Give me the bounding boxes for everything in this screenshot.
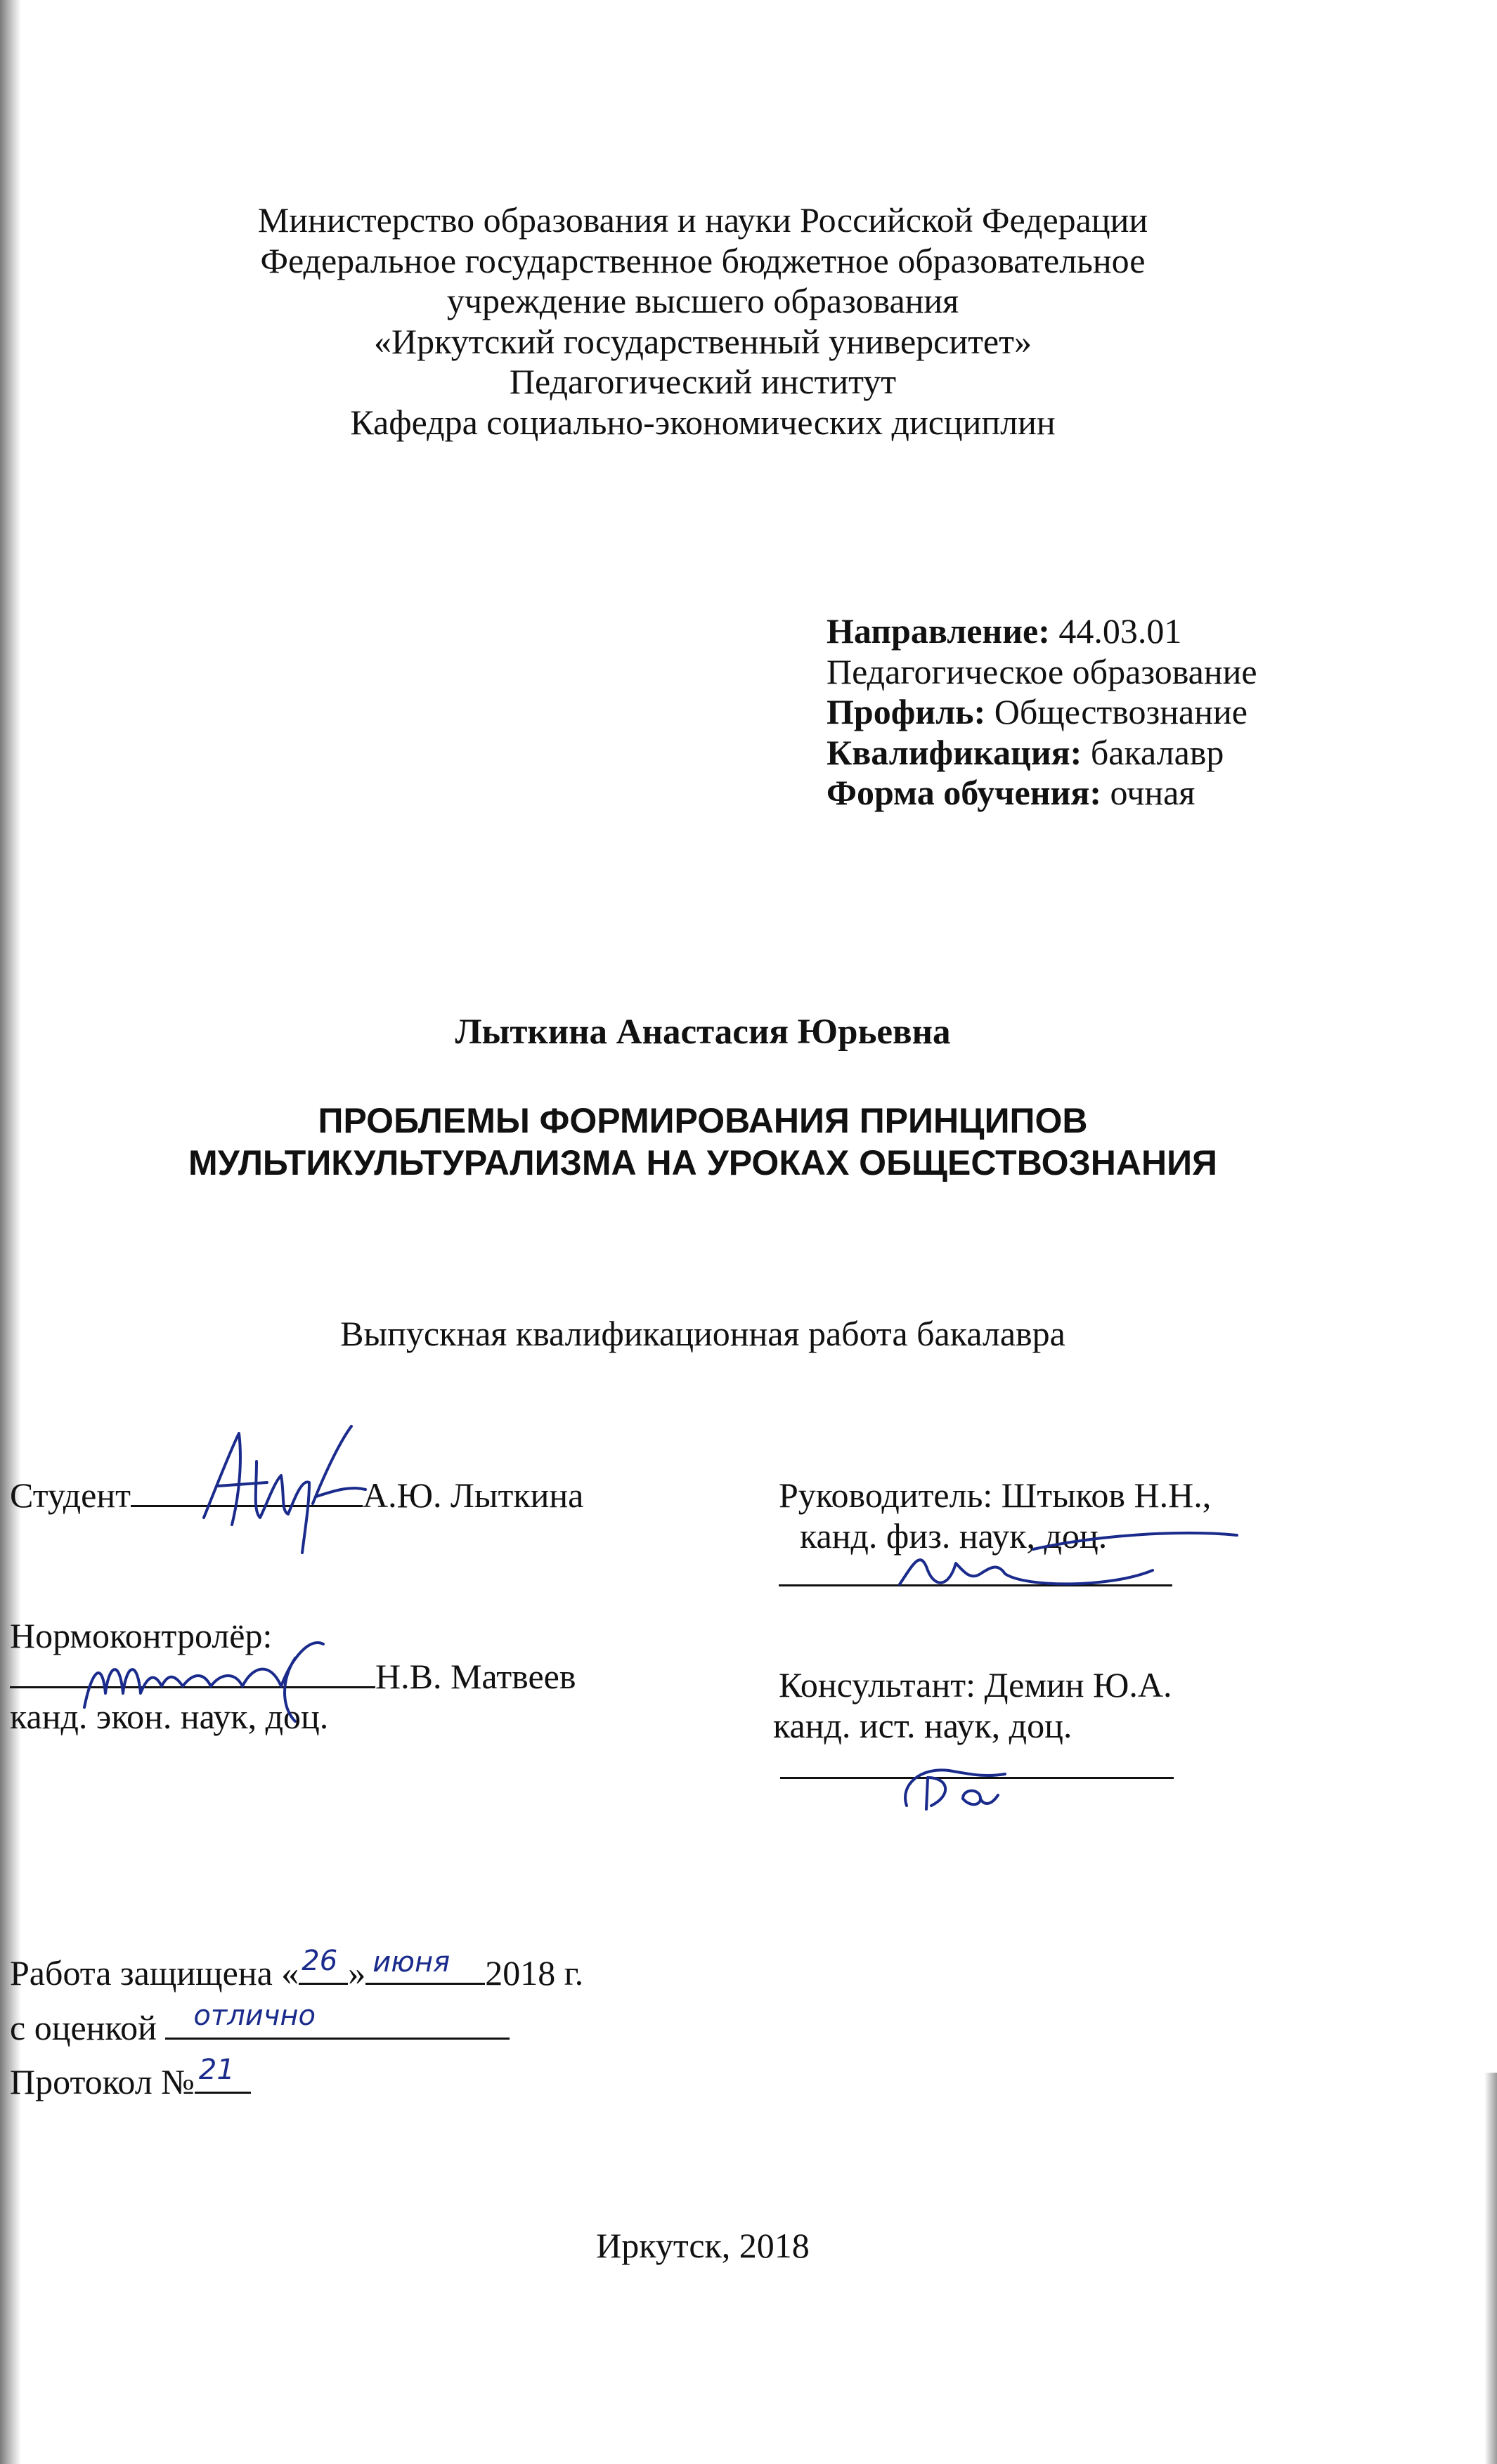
institution-header	[0, 200, 1406, 443]
grade-row	[10, 2000, 510, 2049]
study-form-label: Форма обучения:	[827, 773, 1102, 812]
study-form-value: очная	[1110, 773, 1195, 812]
institution-level-line: учреждение высшего образования	[446, 281, 959, 320]
supervisor-block	[779, 1475, 1211, 1586]
grade-value: отлично	[193, 2000, 316, 2032]
normcontrol-signature-line	[10, 1658, 375, 1688]
institute-name: Педагогический институт	[509, 362, 897, 401]
student-label: Студент	[10, 1475, 131, 1515]
consultant-label: Консультант: Демин Ю.А.	[779, 1665, 1172, 1704]
protocol-label: Протокол №	[10, 2062, 195, 2101]
grade-label: с оценкой	[10, 2008, 157, 2047]
normcontrol-degree: канд. экон. наук, доц.	[10, 1697, 329, 1736]
protocol-row	[10, 2054, 251, 2103]
defense-month: июня	[372, 1946, 451, 1979]
thesis-title	[0, 1100, 1406, 1184]
student-signature-line	[131, 1477, 363, 1507]
defense-year: 2018 г.	[485, 1953, 584, 1993]
title-line-1: ПРОБЛЕМЫ ФОРМИРОВАНИЯ ПРИНЦИПОВ	[318, 1101, 1088, 1140]
normcontrol-block	[10, 1616, 576, 1738]
normcontrol-name: Н.В. Матвеев	[375, 1656, 576, 1696]
university-name: «Иркутский государственный университет»	[374, 321, 1032, 361]
normcontrol-label: Нормоконтролёр:	[10, 1616, 273, 1655]
protocol-value: 21	[198, 2054, 235, 2086]
defense-date-row	[10, 1945, 584, 1994]
qualification-value: бакалавр	[1090, 732, 1224, 772]
profile-label: Профиль:	[827, 692, 986, 731]
work-type: Выпускная квалификационная работа бакалавра	[340, 1314, 1065, 1353]
title-line-2: МУЛЬТИКУЛЬТУРАЛИЗМА НА УРОКАХ ОБЩЕСТВОЗНАНИЯ	[188, 1143, 1217, 1182]
direction-code: 44.03.01	[1058, 611, 1182, 651]
supervisor-degree: канд. физ. наук, доц.	[800, 1515, 1108, 1556]
department-name: Кафедра социально-экономических дисциплин	[350, 402, 1056, 442]
supervisor-signature-line	[779, 1556, 1172, 1586]
city-year: Иркутск, 2018	[596, 2226, 810, 2265]
institution-type-line: Федеральное государственное бюджетное образовательное	[260, 240, 1146, 280]
program-info	[827, 611, 1257, 814]
direction-name: Педагогическое образование	[827, 651, 1257, 691]
direction-label: Направление:	[827, 611, 1050, 651]
student-signature-row	[10, 1475, 583, 1516]
scan-right-edge	[1484, 2073, 1497, 2464]
consultant-block	[773, 1665, 1174, 1779]
defense-day: 26	[302, 1945, 338, 1977]
defense-month-field	[365, 1946, 485, 1985]
ministry-line: Министерство образования и науки Российской Федерации	[257, 200, 1148, 240]
grade-field	[165, 2000, 510, 2040]
defense-label: Работа защищена «	[10, 1953, 299, 1993]
profile-value: Обществознание	[994, 692, 1248, 731]
author-name: Лыткина Анастасия Юрьевна	[455, 1012, 951, 1052]
protocol-field	[195, 2054, 251, 2094]
supervisor-label: Руководитель: Штыков Н.Н.,	[779, 1475, 1212, 1515]
consultant-signature-line	[780, 1746, 1174, 1779]
consultant-degree: канд. ист. наук, доц.	[773, 1705, 1072, 1745]
defense-day-field	[299, 1945, 348, 1985]
qualification-label: Квалификация:	[827, 732, 1082, 772]
defense-mid: »	[348, 1953, 366, 1993]
student-name: А.Ю. Лыткина	[362, 1475, 584, 1515]
